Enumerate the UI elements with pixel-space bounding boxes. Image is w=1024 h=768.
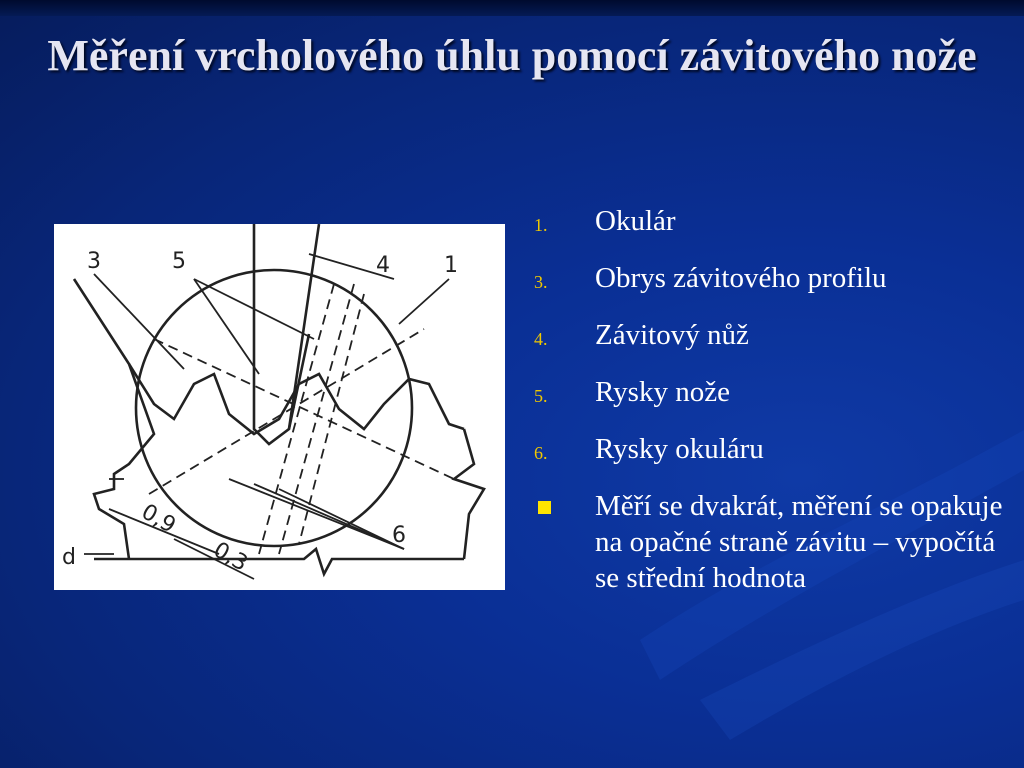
list-item xyxy=(534,431,1014,467)
list-item-text: Rysky okuláru xyxy=(595,433,764,465)
list-item xyxy=(534,203,1014,239)
label-dim-03: 0,3 xyxy=(209,537,252,577)
content-list xyxy=(534,203,1014,617)
list-number: 3. xyxy=(534,272,548,292)
list-number: 6. xyxy=(534,443,548,463)
list-item-text: Obrys závitového profilu xyxy=(595,262,887,294)
square-bullet-icon xyxy=(538,501,551,514)
eyepiece-circle xyxy=(136,270,412,546)
list-item-text: Závitový nůž xyxy=(595,319,749,351)
list-item xyxy=(534,488,1014,596)
list-item xyxy=(534,374,1014,410)
label-dim-09: 0,9 xyxy=(137,499,180,539)
top-bar xyxy=(0,0,1024,16)
label-6: 6 xyxy=(392,523,406,548)
list-number: 5. xyxy=(534,386,548,406)
label-5: 5 xyxy=(172,249,186,274)
label-1: 1 xyxy=(444,253,458,278)
list-item-text: Měří se dvakrát, měření se opakuje na opačné straně závitu – vypočítá se střední hodnota xyxy=(595,490,1003,594)
technical-drawing xyxy=(54,224,505,590)
list-item xyxy=(534,317,1014,353)
list-item-text: Okulár xyxy=(595,205,676,237)
slide-title: Měření vrcholového úhlu pomocí závitového nože xyxy=(47,31,977,80)
list-item-text: Rysky nože xyxy=(595,376,730,408)
list-number: 4. xyxy=(534,329,548,349)
thread-angle-diagram xyxy=(54,224,505,590)
list-number: 1. xyxy=(534,215,548,235)
label-3: 3 xyxy=(87,249,101,274)
label-4: 4 xyxy=(376,253,390,278)
list-item xyxy=(534,260,1014,296)
label-d: d xyxy=(62,545,76,570)
